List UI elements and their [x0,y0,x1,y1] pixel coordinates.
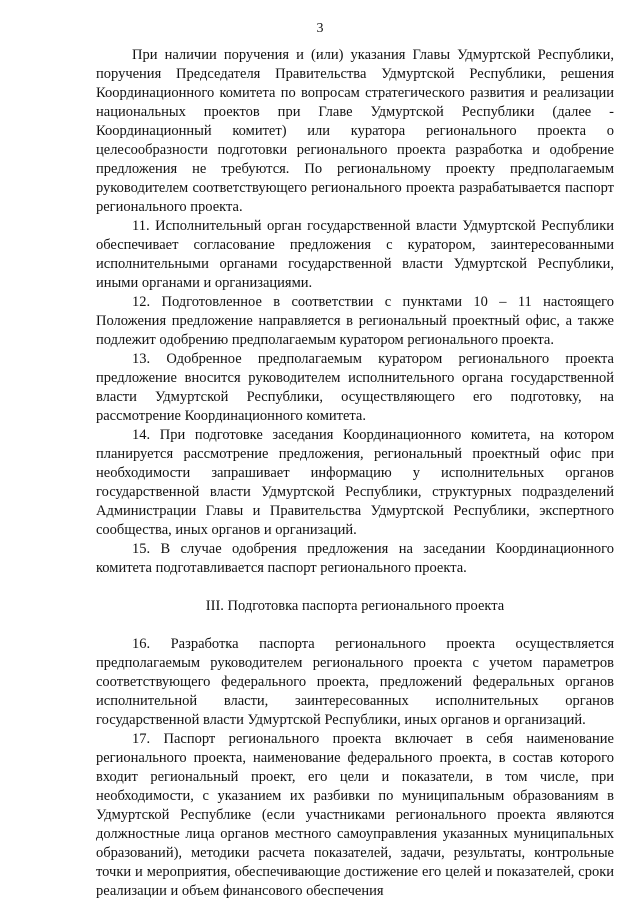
paragraph-13: 13. Одобренное предполагаемым куратором регионального проекта предложение вносится руководителем исполнительного органа государственной власти Удмуртской Республики, осуществляющего его подготовку, на рассмотрение Координационного комитета. [96,351,614,424]
paragraph-15: 15. В случае одобрения предложения на заседании Координационного комитета подготавливается паспорт регионального проекта. [96,541,614,576]
document-body [96,46,614,901]
paragraph-12: 12. Подготовленное в соответствии с пунктами 10 – 11 настоящего Положения предложение направляется в региональный проектный офис, а также подлежит одобрению предполагаемым куратором регионального проекта. [96,294,614,348]
paragraph-14: 14. При подготовке заседания Координационного комитета, на котором планируется рассмотрение предложения, региональный проектный офис при необходимости запрашивает информацию у исполнительных органов государственной власти Удмуртской Республики, структурных подразделений Администрации Главы и Правительства Удмуртской Республики, экспертного сообщества, иных органов и организаций. [96,427,614,538]
page-number: 3 [316,21,324,36]
paragraph-16: 16. Разработка паспорта регионального проекта осуществляется предполагаемым руководителем регионального проекта с учетом параметров соответствующего федерального проекта, предложений федеральных органов исполнительной власти, заинтересованных исполнительных органов государственной власти Удмуртской Республики, иных органов и организаций. [96,636,614,728]
paragraph-leadership-instruction: При наличии поручения и (или) указания Главы Удмуртской Республики, поручения Председателя Правительства Удмуртской Республики, решения Координационного комитета по вопросам стратегического развития и реализации национальных проектов при Главе Удмуртской Республики (далее - Координационный комитет) или куратора регионального проекта о целесообразности подготовки регионального проекта разработка и одобрение предложения не требуются. По региональному проекту предполагаемым руководителем соответствующего регионального проекта разрабатывается паспорт регионального проекта. [96,47,614,215]
paragraph-11: 11. Исполнительный орган государственной власти Удмуртской Республики обеспечивает согласование предложения с куратором, заинтересованными исполнительными органами государственной власти Удмуртской Республики, иными органами и организациями. [96,218,614,291]
section-heading: III. Подготовка паспорта регионального проекта [205,598,505,614]
paragraph-17: 17. Паспорт регионального проекта включает в себя наименование регионального проекта, наименование федерального проекта, в состав которого входит региональный проект, его цели и показатели, в том числе, при необходимости, с указанием их разбивки по муниципальным образованиям в Удмуртской Республике (если участниками регионального проекта являются должностные лица органов местного самоуправления указанных муниципальных образований), методики расчета показателей, задачи, результаты, контрольные точки и мероприятия, обеспечивающие достижение его целей и показателей, сроки реализации и объем финансового обеспечения [96,731,614,899]
